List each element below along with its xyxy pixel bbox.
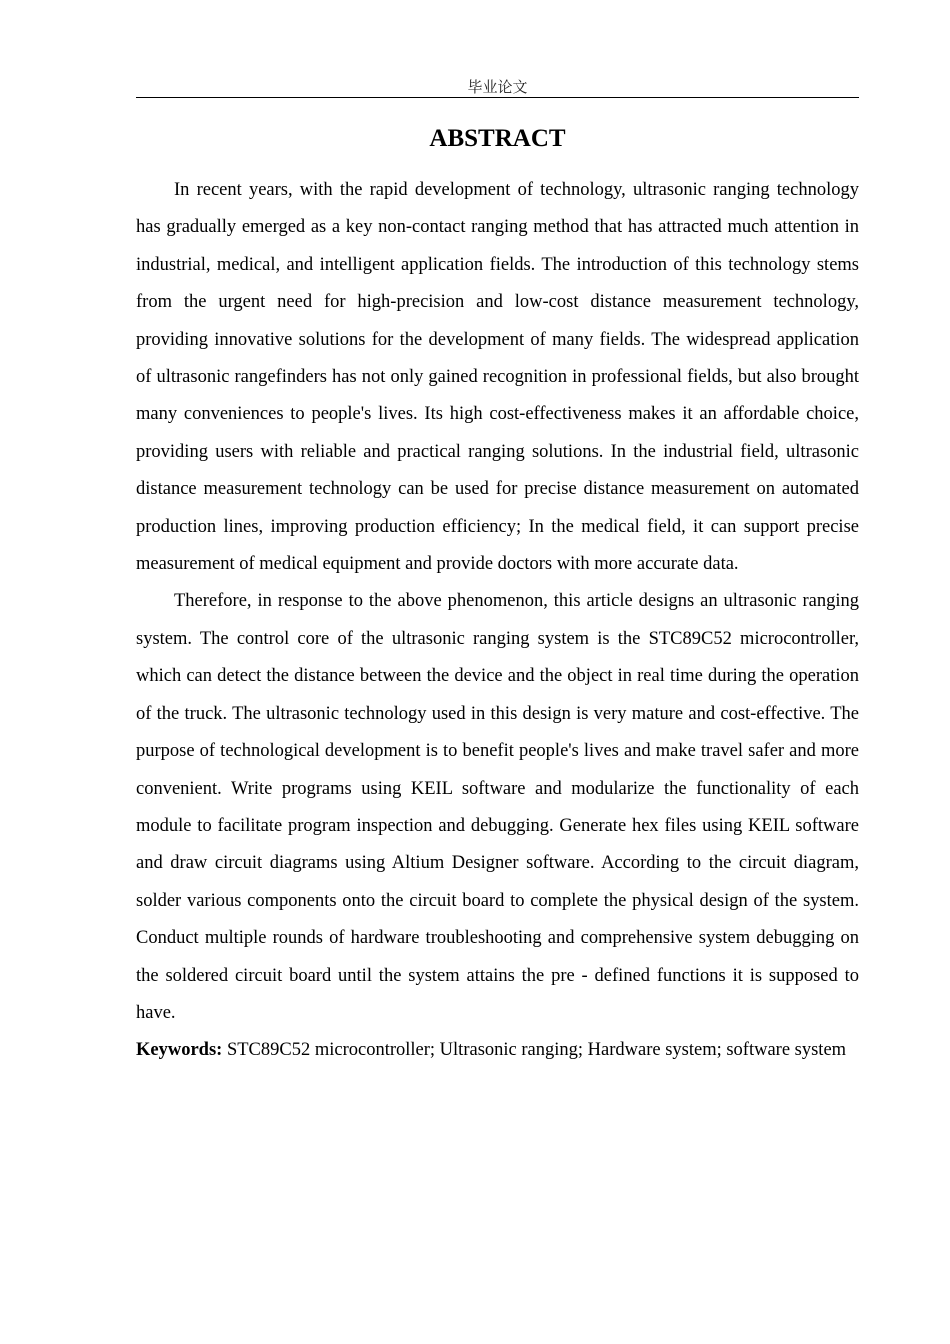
keywords-text: STC89C52 microcontroller; Ultrasonic ranging; Hardware system; software system — [226, 1040, 847, 1061]
abstract-body — [136, 172, 859, 1070]
keywords-line — [136, 1032, 859, 1069]
abstract-paragraph-2: Therefore, in response to the above phenomenon, this article designs an ultrasonic ranging system. The control core of the ultrasonic ranging system is the STC89C52 microcontroller, which can detect the distance between the device and the object in real time during the operation of the truck. The ultrasonic technology used in this design is very mature and cost-effective. The purpose of technological development is to benefit people's lives and make travel safer and more convenient. Write programs using KEIL software and modularize the functionality of each module to facilitate program inspection and debugging. Generate hex files using KEIL software and draw circuit diagrams using Altium Designer software. According to the circuit diagram, solder various components onto the circuit board to complete the physical design of the system. Conduct multiple rounds of hardware troubleshooting and comprehensive system debugging on the soldered circuit board until the system attains the pre - defined functions it is supposed to have. — [136, 591, 859, 1023]
header-divider — [136, 97, 859, 98]
keywords-label: Keywords: — [136, 1040, 223, 1061]
running-header: 毕业论文 — [467, 78, 528, 96]
abstract-title: ABSTRACT — [429, 125, 566, 152]
abstract-paragraph-1: In recent years, with the rapid development of technology, ultrasonic ranging technology has gradually emerged as a key non-contact ranging method that has attracted much attention in industrial, medical, and intelligent application fields. The introduction of this technology stems from the urgent need for high-precision and low-cost distance measurement technology, providing innovative solutions for the development of many fields. The widespread application of ultrasonic rangefinders has not only gained recognition in professional fields, but also brought many conveniences to people's lives. Its high cost-effectiveness makes it an affordable choice, providing users with reliable and practical ranging solutions. In the industrial field, ultrasonic distance measurement technology can be used for precise distance measurement on automated production lines, improving production efficiency; In the medical field, it can support precise measurement of medical equipment and provide doctors with more accurate data. — [136, 180, 859, 575]
